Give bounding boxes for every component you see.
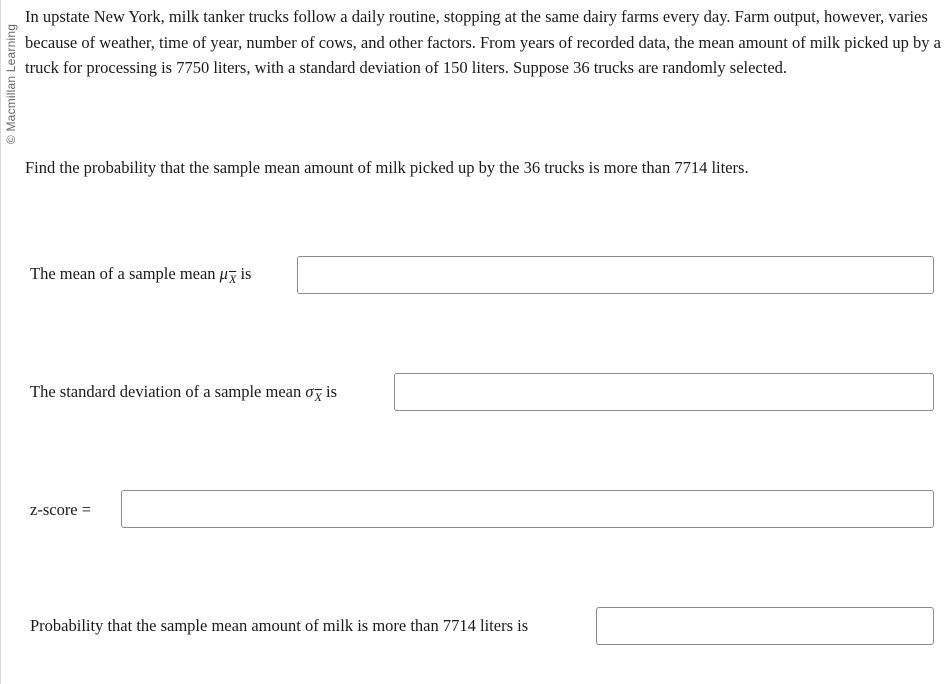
- mean-label-is: is: [240, 264, 252, 283]
- mu-subscript: X: [228, 272, 237, 286]
- probability-input[interactable]: [596, 607, 934, 645]
- sd-input[interactable]: [394, 373, 934, 411]
- sd-row: [30, 372, 934, 414]
- question-prompt: Find the probability that the sample mean amount of milk picked up by the 36 trucks is more than 7714 liters.: [25, 158, 749, 177]
- mean-label-text: The mean of a sample mean: [30, 264, 216, 283]
- z-score-row: [30, 489, 934, 531]
- mu-symbol: μ: [219, 264, 228, 283]
- sigma-symbol: σ: [305, 382, 314, 401]
- probability-row: [30, 607, 934, 649]
- sd-label-is: is: [325, 382, 337, 401]
- mean-row: [30, 256, 934, 298]
- mean-input[interactable]: [297, 256, 934, 294]
- problem-statement: In upstate New York, milk tanker trucks follow a daily routine, stopping at the same dairy farms every day. Farm output, however, varies because of weather, time of year, number of cows, and other factors. From years of recorded data, the mean amount of milk picked up by a truck for processing is 7750 liters, with a standard deviation of 150 liters. Suppose 36 trucks are randomly selected.: [25, 7, 941, 78]
- sigma-subscript: X: [314, 390, 322, 404]
- copyright-watermark: [1, 14, 21, 154]
- watermark-text: © Macmillan Learning: [4, 23, 19, 145]
- sd-label-text: The standard deviation of a sample mean: [30, 382, 302, 401]
- mean-label: [30, 262, 251, 287]
- z-score-label: z-score =: [30, 500, 92, 519]
- z-score-input[interactable]: [121, 490, 934, 528]
- sd-label: [30, 380, 337, 405]
- probability-label: Probability that the sample mean amount of milk is more than 7714 liters is: [30, 616, 529, 635]
